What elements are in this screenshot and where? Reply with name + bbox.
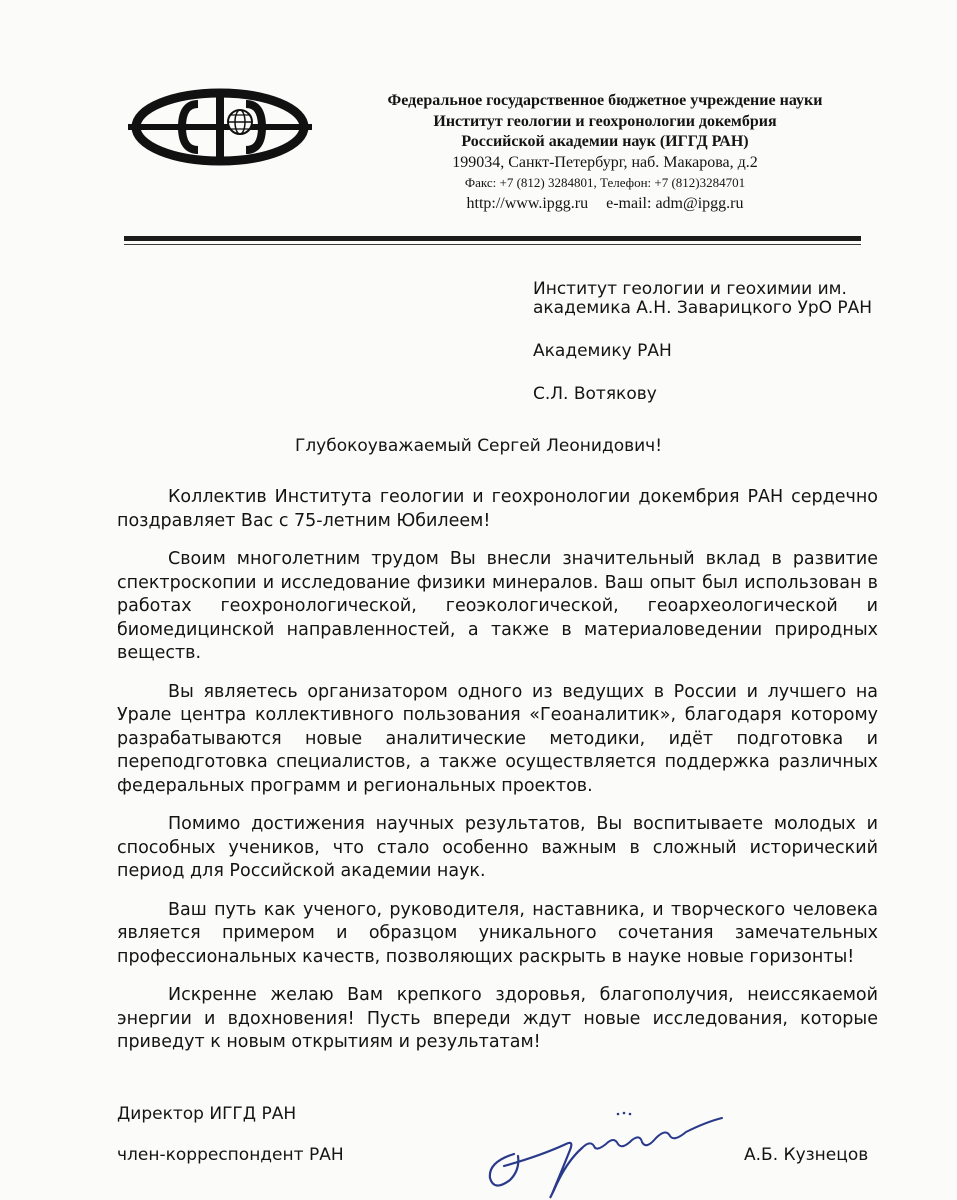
handwritten-signature-icon: [470, 1104, 730, 1200]
addressee-title: Академику РАН: [533, 341, 672, 361]
org-phones: Факс: +7 (812) 3284801, Телефон: +7 (812)3284701: [464, 175, 746, 190]
letter-body: [117, 486, 878, 1070]
body-paragraph: Ваш путь как ученого, руководителя, наставника, и творческого человека является примером и образцом уникального сочетания замечательных профессиональных качеств, позволяющих раскрыть в науке новые горизонты!: [117, 899, 878, 967]
org-contacts: [335, 194, 875, 215]
org-website: http://www.ipgg.ru: [466, 194, 589, 212]
addressee-block: [533, 280, 873, 404]
body-paragraph: Искренне желаю Вам крепкого здоровья, благополучия, неиссякаемой энергии и вдохновения! Пусть впереди ждут новые исследования, которые приведут к новым открытиям и результатам!: [117, 985, 878, 1052]
salutation: Глубокоуважаемый Сергей Леонидович!: [294, 436, 663, 456]
signatory-rank: член-корреспондент РАН: [117, 1145, 344, 1165]
body-paragraph: Помимо достижения научных результатов, Вы воспитываете молодых и способных учеников, что стало особенно важным в сложный исторический период для Российской академии наук.: [117, 814, 878, 881]
signatory-position: Директор ИГГД РАН: [117, 1104, 297, 1124]
org-name-line3: Российской академии наук (ИГГД РАН): [461, 133, 749, 150]
org-name-line2: Институт геологии и геохронологии докембрия: [433, 112, 777, 130]
letterhead-divider-thick: [124, 236, 861, 241]
org-email: e-mail: adm@ipgg.ru: [606, 194, 744, 212]
body-paragraph: Вы являетесь организатором одного из ведущих в России и лучшего на Урале центра коллективного пользования «Геоаналитик», благодаря которому разрабатываются новые аналитические методики, идёт подготовка и переподготовка специалистов, а также осуществляется поддержка различных федеральных программ и региональных проектов.: [117, 681, 878, 796]
signatory-name: А.Б. Кузнецов: [744, 1145, 869, 1165]
addressee-institute: Институт геологии и геохимии им. академика А.Н. Заварицкого УрО РАН: [533, 279, 873, 318]
letterhead-divider-thin: [124, 244, 861, 245]
body-paragraph: Своим многолетним трудом Вы внесли значительный вклад в развитие спектроскопии и исследование физики минералов. Ваш опыт был использован в работах геохронологической, геоэкологической, геоархеологической и биомедицинской направленностей, а также в материаловедении природных веществ.: [117, 549, 878, 663]
body-paragraph: Коллектив Института геологии и геохронологии докембрия РАН сердечно поздравляет Вас с 75-летним Юбилеем!: [117, 487, 878, 531]
addressee-name: С.Л. Вотякову: [533, 384, 657, 404]
org-address: 199034, Санкт-Петербург, наб. Макарова, д.2: [452, 153, 758, 171]
institute-logo-icon: [128, 88, 312, 166]
letterhead: [335, 91, 875, 214]
org-name-line1: Федеральное государственное бюджетное учреждение науки: [387, 92, 823, 109]
signatory-block: [117, 1104, 344, 1165]
